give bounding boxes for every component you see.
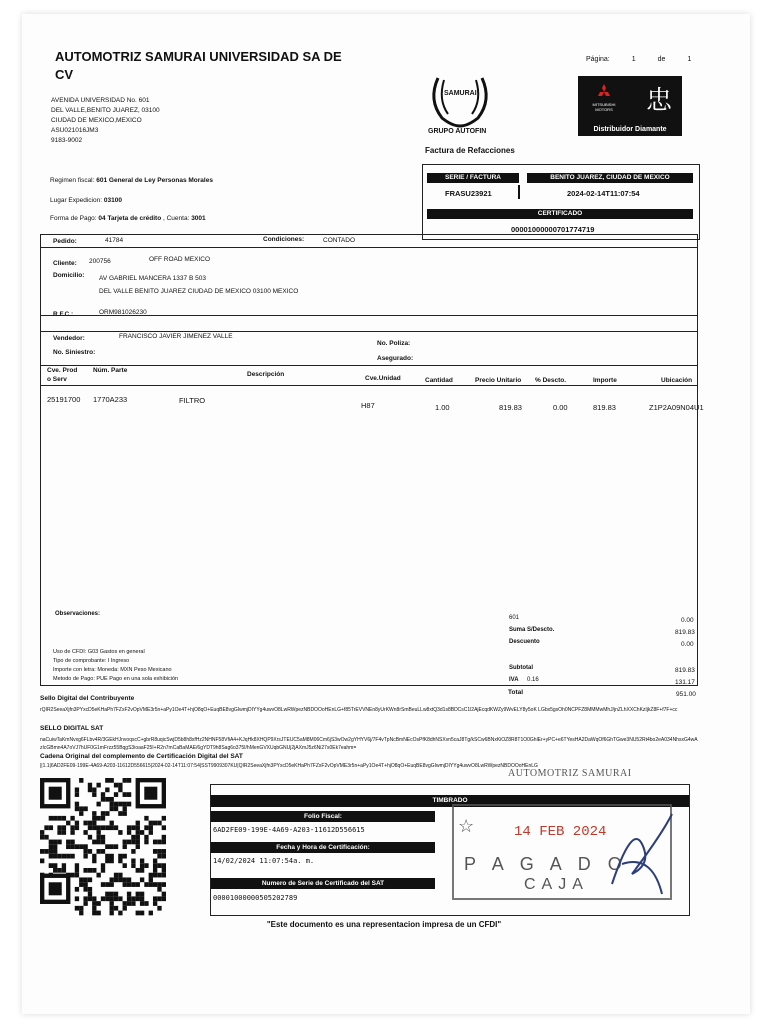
metodo-pago: Metodo de Pago: PUE Pago en una sola exhibición	[53, 676, 179, 682]
company-address	[51, 96, 160, 146]
samurai-logo	[424, 70, 496, 138]
folio-value: 6AD2FE09-199E-4A69-A203-11612D556615	[213, 826, 365, 834]
iva-rate: 0.16	[527, 677, 539, 683]
pedido-value: 41784	[105, 237, 124, 244]
rfc-value: ORM981026230	[99, 309, 147, 316]
domicilio-line2: DEL VALLE BENITO JUAREZ CIUDAD DE MEXICO 03100 MEXICO	[99, 288, 299, 295]
suma-value: 819.83	[675, 629, 695, 636]
forma-pago-line	[50, 214, 206, 224]
col-ubicacion: Ubicación	[661, 377, 693, 384]
uso-cfdi: Uso de CFDI: G03 Gastos en general	[53, 649, 145, 655]
timbrado-title: TIMBRADO	[211, 795, 689, 807]
regimen-label: Regimen fiscal:	[50, 177, 95, 184]
address-line: AVENIDA UNIVERSIDAD No. 601	[51, 97, 150, 104]
cliente-label: Cliente:	[53, 260, 77, 267]
serie-value: FRASU23921	[445, 189, 492, 198]
stamp-pagado: P A G A D O	[464, 854, 628, 874]
sat-seal-value: naCuiwTaKmNvxg6FLbv4R/3GEkHJnvoqscC+gbrR8uqicSwjD5b8h8xfHz2NHNF58VfiA4+KJqHk8XHQP9XrsJTEUC5aM8M06Cm6jS3wOw2gYHYV6j/7F4vTpNcBmNEcOsPfK8dhNSXvn5caJ8Tg/kSCw6BNxKiOZ8R8T1O0GhlEr+yPC+e6TYesHA2DaWqOf6GhTGwe3NU52Rt4bo2eA034NhsxG4wAzIcGBmn4A7oVJ7hUF0G1mFrzz55BqgS3ioaaF25I+R2n7mCaBaMAE/6gYDT9h8Sag6o375I/hMenGVXUqbGNUj2jAXmJ5z6Ni27s0Ek7eahm=	[40, 737, 698, 751]
signature-icon	[602, 804, 682, 904]
code-601: 601	[509, 615, 520, 621]
col-cve-prod: Cve. Prod	[47, 367, 78, 374]
asegurado-label: Asegurado:	[377, 355, 414, 362]
row-descripcion: FILTRO	[179, 396, 206, 405]
cadena-label: Cadena Original del complemento de Certificación Digital del SAT	[40, 753, 243, 760]
qr-code	[40, 778, 166, 916]
stamp-company: AUTOMOTRIZ SAMURAI	[508, 768, 632, 779]
contrib-seal-label: Sello Digital del Contribuyente	[40, 695, 135, 702]
iva-value: 131.17	[675, 679, 695, 686]
cadena-value: ||1.1|6AD2FE09-199E-4A69-A203-11612D556615|2024-02-14T11:07:54|SST9909307KU|QIR2SeeaXjfn3PYxcD5eKHaPh7FZxF2vOpVME3r5n+aPy1Oe4T+hjO8qO+EuqBE8vgGIwmjDIYYg4uwvO8LwRWpezNBDOOoHEnLG	[40, 763, 538, 769]
location-header: BENITO JUAREZ, CIUDAD DE MEXICO	[527, 173, 693, 183]
address-line: CIUDAD DE MEXICO,MEXICO	[51, 117, 142, 124]
suma-label: Suma S/Descto.	[509, 627, 555, 633]
vendedor-value: FRANCISCO JAVIER JIMENEZ VALLE	[119, 333, 233, 340]
serie-box	[422, 164, 700, 240]
cuenta-label: , Cuenta:	[162, 215, 190, 222]
serie-header: SERIE / FACTURA	[427, 173, 519, 183]
document-title: Factura de Refacciones	[425, 146, 515, 155]
lugar-value: 03100	[103, 197, 122, 204]
issue-datetime: 2024-02-14T11:07:54	[567, 189, 640, 198]
col-precio: Precio Unitario	[475, 377, 522, 384]
domicilio-label: Domicilio:	[53, 272, 85, 279]
row-ubicacion: Z1P2A09N04U1	[649, 403, 704, 412]
subtotal-label: Subtotal	[509, 665, 533, 671]
vendedor-label: Vendedor:	[53, 335, 85, 342]
cert-value: 00001000000701774719	[511, 225, 595, 234]
poliza-label: No. Poliza:	[377, 340, 411, 347]
sat-seal-label: SELLO DIGITAL SAT	[40, 725, 104, 732]
page-indicator	[586, 56, 691, 63]
paid-stamp	[452, 764, 682, 914]
code-601-value: 0.00	[681, 617, 694, 624]
col-descto: % Descto.	[535, 377, 567, 384]
domicilio-line1: AV GABRIEL MANCERA 1337 B 503	[99, 275, 206, 282]
col-importe: Importe	[593, 377, 617, 384]
stamp-date: 14 FEB 2024	[514, 824, 607, 840]
fecha-label: Fecha y Hora de Certificación:	[211, 842, 435, 853]
fecha-value: 14/02/2024 11:07:54a. m.	[213, 857, 315, 865]
row-descto: 0.00	[553, 403, 568, 412]
divider	[41, 247, 697, 248]
row-parte: 1770A233	[93, 395, 128, 404]
grupo-autofin-text: GRUPO AUTOFIN	[428, 128, 487, 135]
col-num-parte: Núm. Parte	[93, 367, 128, 374]
observaciones-label: Observaciones:	[55, 611, 101, 617]
sat-serie-label: Numero de Serie de Certificado del SAT	[211, 878, 435, 889]
lugar-label: Lugar Expedicion:	[50, 197, 103, 204]
page-of: de	[657, 56, 666, 63]
address-line: ASU021016JM3	[51, 127, 99, 134]
divider	[41, 385, 697, 386]
siniestro-label: No. Siniestro:	[53, 349, 96, 356]
regimen-value: 601 General de Ley Personas Morales	[96, 177, 213, 184]
page-total: 1	[687, 56, 692, 63]
tipo-comprobante: Tipo de comprobante: I Ingreso	[53, 658, 130, 664]
cliente-number: 200756	[89, 258, 111, 265]
samurai-logo-text: SAMURAI	[444, 90, 477, 97]
regimen-line	[50, 176, 213, 186]
pedido-label: Pedido:	[53, 238, 77, 245]
stamp-caja: CAJA	[524, 876, 589, 893]
digital-seals	[40, 694, 700, 771]
qr-code-icon	[40, 778, 166, 916]
col-descripcion: Descripción	[247, 371, 285, 378]
descuento-label: Descuento	[509, 639, 540, 645]
col-cantidad: Cantidad	[425, 377, 453, 384]
total-label: Total	[508, 689, 524, 696]
row-precio: 819.83	[499, 403, 522, 412]
sat-serie-value: 00001000000505202789	[213, 894, 298, 902]
kanji-mark: 忠	[645, 86, 672, 116]
condiciones-value: CONTADO	[323, 237, 356, 244]
cuenta-value: 3001	[191, 215, 206, 222]
importe-letra: Importe con letra: Moneda: MXN Peso Mexicano	[53, 667, 172, 673]
contrib-seal-value: rQIR2SeeaXjfn3PYxcD5eKHaPh7FZxF2vOpVME3r5n+aPy1Oe4T+hjO8qO+EuqBE8vgGIwmjDIYYg4uwvO8LwRWpezNBDOOoHEnLG+f85TrEVVNEn8yUrKWn8rSmBeuLLw8xtQ3d1s8BDCsC1l2AjEcqdKWZy9WvELY8y5oK LGbx5gsOh0NCPFZ8MMMwMhJ/jnZLhXXChKzIjkZ8F+f7F+cc	[40, 707, 678, 713]
cert-header: CERTIFICADO	[427, 209, 693, 219]
divider	[518, 185, 520, 199]
star-icon: ☆	[458, 816, 475, 836]
mitsubishi-diamond-icon	[596, 84, 612, 100]
row-cantidad: 1.00	[435, 403, 450, 412]
forma-label: Forma de Pago:	[50, 215, 97, 222]
row-cve: 25191700	[47, 395, 81, 404]
address-line: 9183-9002	[51, 137, 83, 144]
mitsubishi-text: MITSUBISHI MOTORS	[592, 102, 616, 112]
col-cve-unidad: Cve.Unidad	[365, 375, 401, 382]
iva-label: IVA	[509, 677, 519, 683]
row-unidad: H87	[361, 401, 375, 410]
row-importe: 819.83	[593, 403, 616, 412]
distributor-logo	[578, 76, 682, 136]
cfdi-footer-note: "Este documento es una representacion impresa de un CFDI"	[266, 920, 502, 929]
total-value: 951.00	[676, 691, 696, 698]
company-name: AUTOMOTRIZ SAMURAI UNIVERSIDAD SA DE CV	[55, 49, 342, 82]
divider	[41, 331, 697, 332]
col-o-serv: o Serv	[47, 376, 67, 383]
cliente-name: OFF ROAD MEXICO	[149, 256, 211, 263]
invoice-body	[40, 234, 704, 686]
condiciones-label: Condiciones:	[263, 236, 305, 243]
forma-value: 04 Tarjeta de crédito	[98, 215, 162, 222]
address-line: DEL VALLE,BENITO JUAREZ, 03100	[51, 107, 160, 114]
page-label: Página:	[586, 56, 610, 63]
descuento-value: 0.00	[681, 641, 694, 648]
rfc-label: R.F.C.:	[53, 311, 74, 318]
page-number: 1	[631, 56, 636, 63]
folio-label: Folio Fiscal:	[211, 811, 435, 822]
divider	[41, 365, 697, 366]
distributor-label: Distribuidor Diamante	[593, 126, 667, 133]
lugar-line	[50, 196, 122, 206]
subtotal-value: 819.83	[675, 667, 695, 674]
